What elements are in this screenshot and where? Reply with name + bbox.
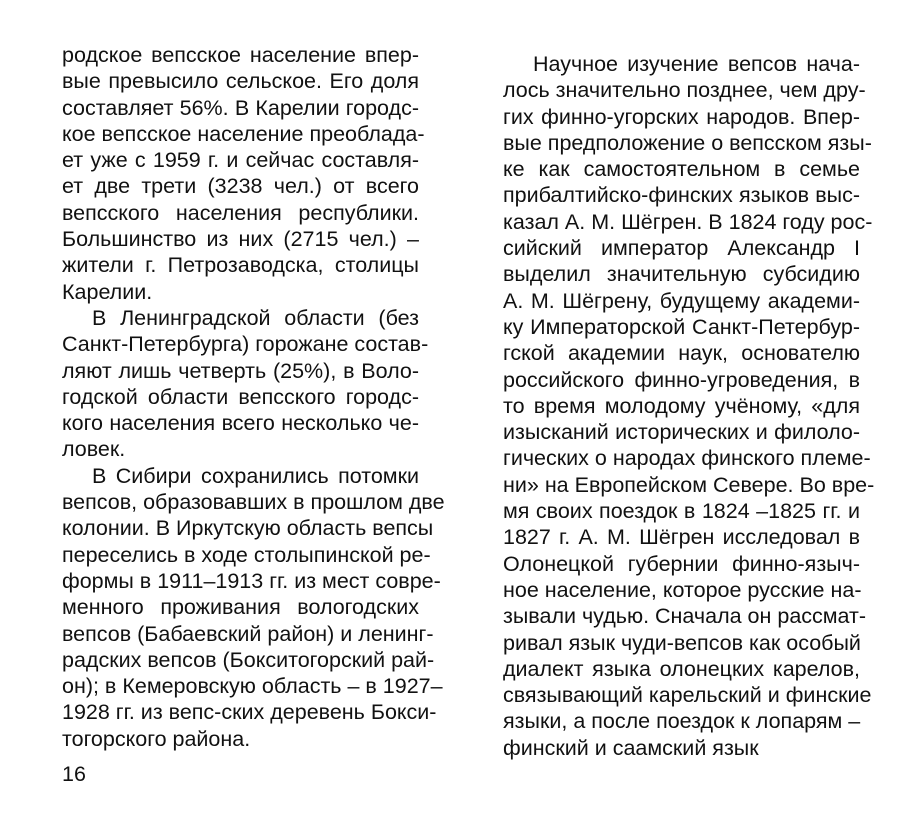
text-line: Большинство из них (2715 чел.) –	[62, 227, 419, 252]
text-line: жители г. Петрозаводска, столицы	[62, 253, 419, 278]
text-line: ное население, которое русские на-	[503, 577, 862, 602]
text-line: финский и саамский язык	[503, 735, 759, 760]
text-line: родское вепсское население впер-	[62, 43, 419, 67]
left-page-text	[62, 42, 445, 752]
text-line: ни» на Европейском Севере. Во вре-	[503, 472, 875, 497]
text-line: гской академии наук, основателю	[503, 341, 860, 366]
text-line: составляет 56%. В Карелии городс-	[62, 95, 419, 120]
text-line: ловек.	[62, 437, 126, 462]
text-line: сийский император Александр I	[503, 236, 860, 261]
text-line: переселись в ходе столыпинской ре-	[62, 542, 431, 567]
text-line: В Ленинградской области (без	[92, 305, 419, 330]
text-line: менного проживания вологодских	[62, 595, 419, 620]
text-line: А. М. Шёгрену, будущему академи-	[503, 288, 860, 313]
text-line: кое вепсское население преоблада-	[62, 121, 425, 146]
text-line: вепсов, образовавших в прошлом две	[62, 490, 445, 515]
text-line: казал А. М. Шёгрен. В 1824 году рос-	[503, 209, 873, 234]
text-line: изысканий исторических и филоло-	[503, 420, 860, 445]
text-line: связывающий карельский и финские	[503, 683, 872, 708]
text-line: В Сибири сохранились потомки	[92, 463, 419, 488]
text-line: ет уже с 1959 г. и сейчас составля-	[62, 148, 419, 173]
text-line: ляют лишь четверть (25%), в Воло-	[62, 358, 419, 383]
text-line: Карелии.	[62, 279, 153, 304]
text-line: вепсов (Бабаевский район) и ленинг-	[62, 621, 434, 646]
text-line: гических о народах финского племе-	[503, 446, 871, 471]
text-line: вепсского населения республики.	[62, 200, 419, 225]
text-line: тогорского района.	[62, 726, 251, 751]
text-line: ет две трети (3238 чел.) от всего	[62, 174, 419, 199]
text-line: лось значительно позднее, чем дру-	[503, 78, 866, 103]
text-line: выделил значительную субсидию	[503, 262, 860, 287]
text-line: формы в 1911–1913 гг. из мест совре-	[62, 568, 441, 593]
text-line: Санкт-Петербурга) горожане состав-	[62, 332, 429, 357]
text-line: ку Императорской Санкт-Петербур-	[503, 314, 860, 339]
paragraph	[62, 305, 429, 463]
right-page-text	[503, 51, 875, 761]
text-line: то время молодому учёному, «для	[503, 393, 860, 418]
text-line: годской области вепсского городс-	[62, 384, 419, 409]
text-line: колонии. В Иркутскую область вепсы	[62, 516, 434, 541]
text-line: языки, а после поездок к лопарям –	[503, 709, 861, 734]
text-line: Олонецкой губернии финно-языч-	[503, 551, 860, 576]
text-line: вые превысило сельское. Его доля	[62, 69, 419, 94]
text-line: диалект языка олонецких карелов,	[503, 656, 860, 681]
paragraph	[62, 463, 445, 752]
text-line: вые предположение о вепсском язы-	[503, 130, 872, 155]
text-line: российского финно-угроведения, в	[503, 367, 860, 392]
text-line: он); в Кемеровскую область – в 1927–	[62, 674, 443, 699]
text-line: прибалтийско-финских языков выс-	[503, 183, 860, 208]
page-number: 16	[62, 762, 86, 786]
text-line: 1827 г. А. М. Шёгрен исследовал в	[503, 525, 860, 550]
text-line: Научное изучение вепсов нача-	[533, 52, 860, 76]
text-line: гих финно-угорских народов. Впер-	[503, 104, 860, 129]
text-line: 1928 гг. из вепс-ских деревень Бокси-	[62, 700, 437, 725]
text-line: ривал язык чуди-вепсов как особый	[503, 630, 861, 655]
paragraph	[503, 51, 875, 761]
text-line: ке как самостоятельном в семье	[503, 157, 860, 182]
text-line: кого населения всего несколько че-	[62, 411, 419, 436]
paragraph	[62, 42, 425, 305]
text-line: зывали чудью. Сначала он рассмат-	[503, 604, 867, 629]
text-line: радских вепсов (Бокситогорский рай-	[62, 647, 435, 672]
text-line: мя своих поездок в 1824 –1825 гг. и	[503, 499, 860, 524]
